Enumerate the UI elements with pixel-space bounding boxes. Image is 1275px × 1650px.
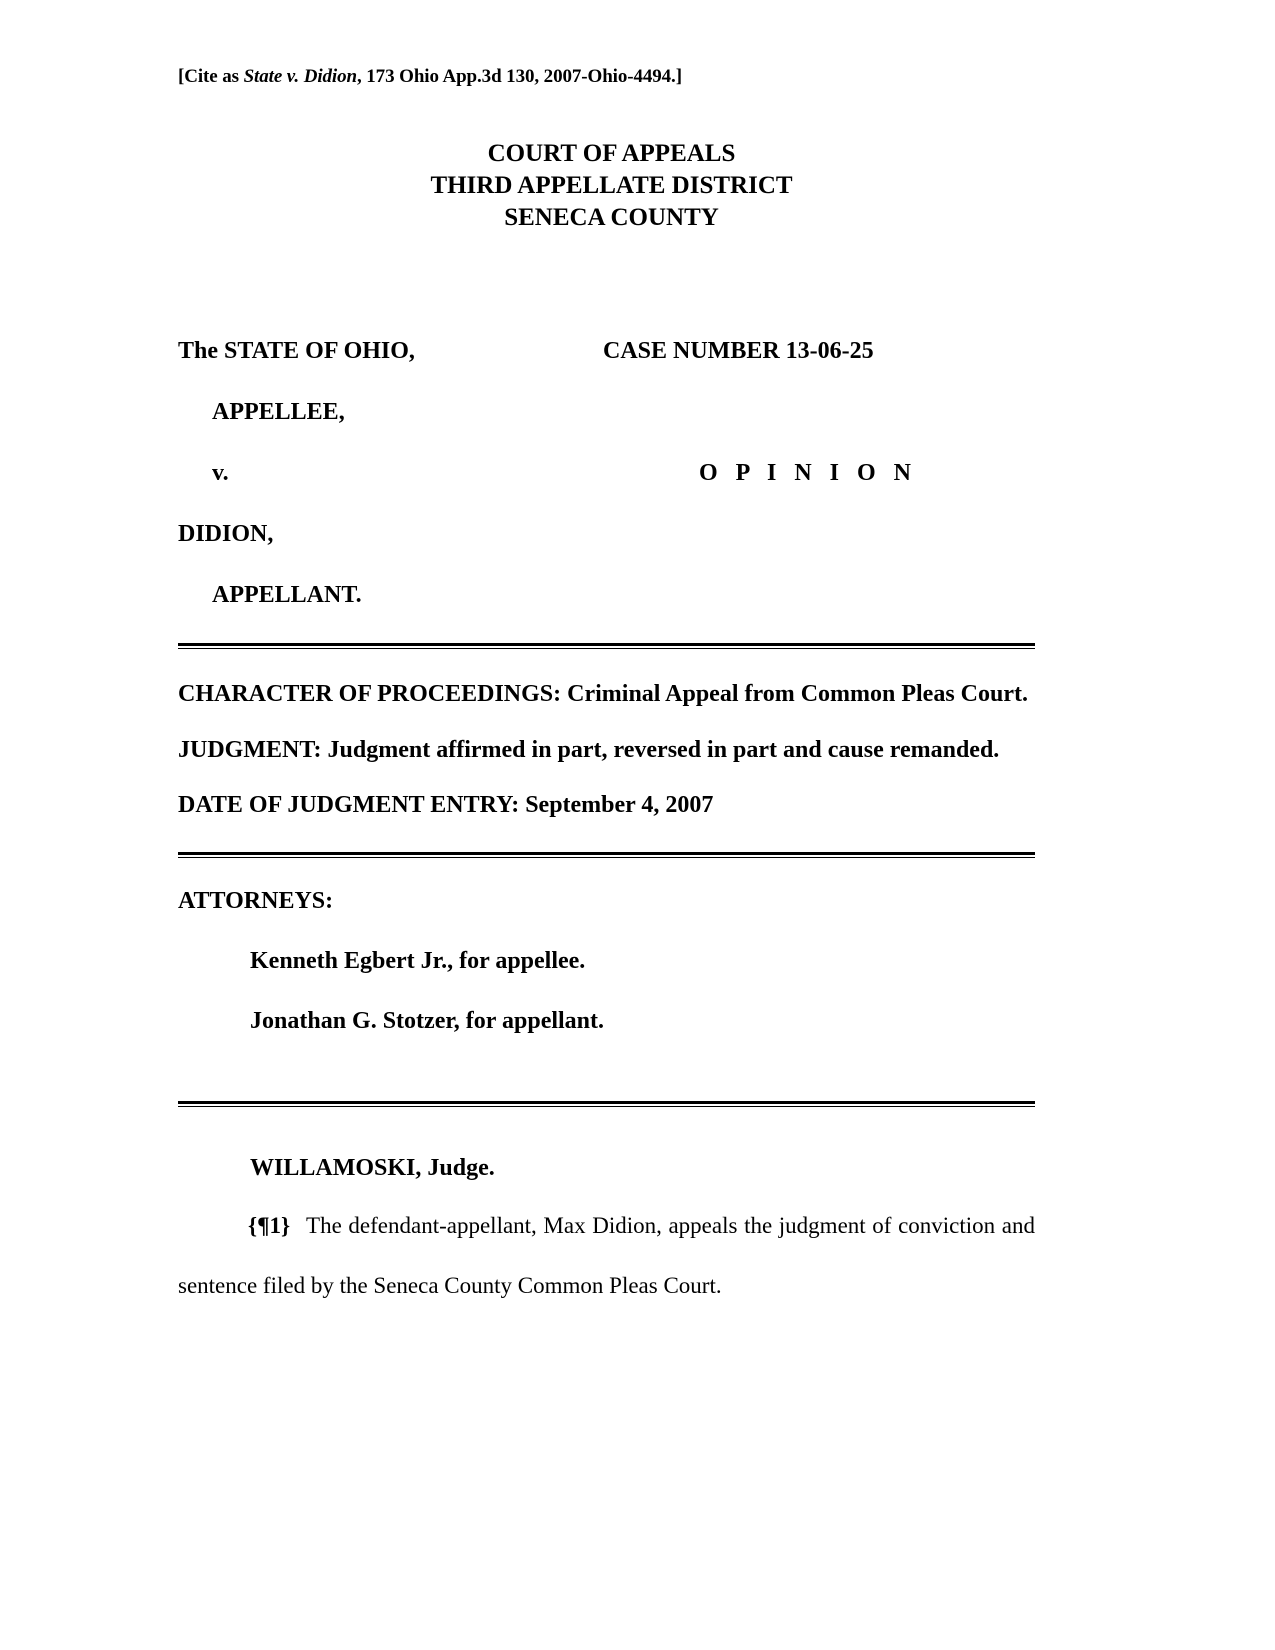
appellate-district: THIRD APPELLATE DISTRICT — [430, 172, 793, 199]
caption-row-appellant — [178, 582, 1035, 609]
attorney-appellee: Kenneth Egbert Jr., for appellee. — [250, 948, 586, 975]
divider-thin-line — [178, 857, 1035, 858]
authoring-judge — [178, 1155, 1035, 1182]
caption-row-defendant — [178, 521, 1035, 548]
versus-label: v. — [212, 460, 229, 486]
divider-thin-line — [178, 1106, 1035, 1107]
page-content — [178, 0, 1035, 1316]
citation-suffix: , 173 Ohio App.3d 130, 2007-Ohio-4494.] — [356, 66, 682, 87]
case-number: CASE NUMBER 13-06-25 — [603, 338, 874, 364]
citation-case-name: State v. Didion — [243, 66, 357, 87]
county-name: SENECA COUNTY — [504, 204, 719, 231]
court-name: COURT OF APPEALS — [487, 140, 736, 167]
judge-surname: WILLAMOSKI — [250, 1155, 416, 1182]
paragraph-text: The defendant-appellant, Max Didion, appeals the judgment of conviction and sentence filed by the Seneca County Common Pleas Court. — [178, 1213, 1035, 1298]
divider-rule-3 — [178, 1101, 1035, 1107]
attorneys-label: ATTORNEYS: — [178, 888, 334, 915]
opinion-label: O P I N I O N — [699, 460, 918, 486]
caption-row-appellee — [178, 399, 1035, 426]
caption-row-plaintiff — [178, 338, 1035, 365]
caption-row-versus — [178, 460, 1035, 487]
divider-thin-line — [178, 648, 1035, 649]
court-header — [188, 138, 1035, 234]
plaintiff-name: The STATE OF OHIO, — [178, 338, 415, 364]
date-of-judgment-entry: DATE OF JUDGMENT ENTRY: September 4, 2007 — [178, 792, 714, 819]
citation-prefix: [Cite as — [178, 66, 244, 87]
divider-rule-1 — [178, 643, 1035, 649]
citation-line — [178, 66, 1035, 88]
paragraph-number: {¶1} — [248, 1213, 291, 1239]
attorney-appellant: Jonathan G. Stotzer, for appellant. — [250, 1008, 605, 1035]
character-of-proceedings: CHARACTER OF PROCEEDINGS: Criminal Appeal from Common Pleas Court. — [178, 681, 1028, 707]
judge-title: , Judge. — [415, 1155, 495, 1182]
defendant-name: DIDION, — [178, 521, 274, 547]
judgment-summary: JUDGMENT: Judgment affirmed in part, reversed in part and cause remanded. — [178, 736, 1000, 763]
plaintiff-role: APPELLEE, — [212, 399, 345, 425]
divider-rule-2 — [178, 852, 1035, 858]
case-caption — [178, 338, 1035, 609]
defendant-role: APPELLANT. — [212, 582, 362, 608]
opinion-paragraph-1 — [178, 1196, 1035, 1316]
